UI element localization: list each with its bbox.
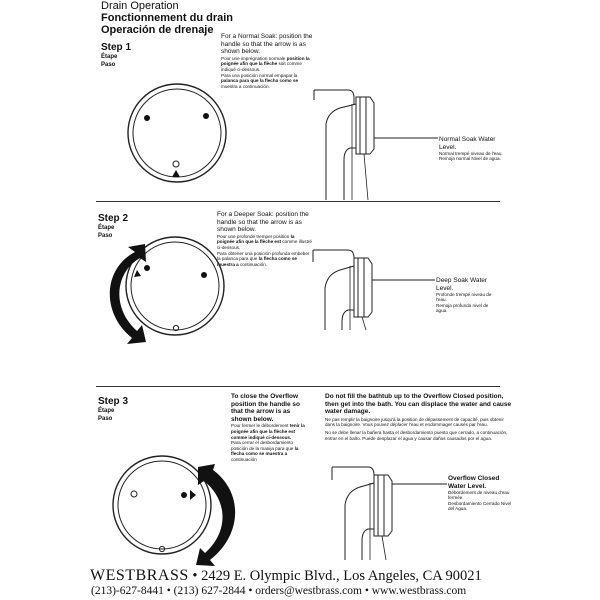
step-2-label xyxy=(98,213,128,240)
step-1-screw-right xyxy=(203,113,209,119)
step-1-label-es: Paso xyxy=(101,62,116,68)
divider-2 xyxy=(96,386,500,387)
step-1-level-es: Remoja normal Nivel de agua. xyxy=(439,156,501,162)
step-3-screw-right xyxy=(181,492,187,498)
step-1-drain-cover xyxy=(128,84,226,182)
arrow-up-icon xyxy=(172,170,180,177)
footer-contact: (213)-627-8441 • (213) 627-2844 • orders@westbrass.com • www.westbrass.com xyxy=(91,585,467,597)
step-1-label-fr: Étape xyxy=(101,54,118,60)
step-2-title: Step 2 xyxy=(98,213,129,224)
title-fr: Fonctionnement du drain xyxy=(101,12,233,24)
step-1-level-en: Normal Soak Water Level. xyxy=(439,136,496,151)
step-1-instruction-fr: Pour une imprégnation normale position la poignée afin que la flèche soit comme indiqué ci-dessous. xyxy=(221,55,310,72)
step-3-instruction-fr: Pour fermer le débordement tenir la poignée afin que la flèche est comme indiqué ci-dessous. xyxy=(231,423,305,440)
step-3-screw-left xyxy=(131,491,137,497)
brand-logo-text: WESTBRASS xyxy=(90,567,189,584)
divider-1 xyxy=(96,201,500,202)
step-3-title: Step 3 xyxy=(98,396,129,407)
warning-note xyxy=(325,393,515,441)
step-3-water-level xyxy=(448,475,513,512)
footer-address-text: • 2429 E. Olympic Blvd., Los Angeles, CA 90021 xyxy=(192,568,482,584)
step-1-pointer-dot xyxy=(173,161,179,167)
step-1-level-fr: Normal trempé niveau de l'eau. xyxy=(439,151,503,156)
step-2-drain-cover xyxy=(110,237,224,344)
step-2-screw-right xyxy=(201,272,207,278)
step-2-arrow-icon xyxy=(134,270,141,277)
step-1-instruction-en: For a Normal Soak: position the handle so that the arrow is as shown below. xyxy=(221,33,313,56)
title-es: Operación de drenaje xyxy=(101,24,214,36)
step-2-screw-left xyxy=(144,265,150,271)
step-3-arrow-icon xyxy=(190,490,196,500)
step-3-level-es: Desbordamiento Cerrado Nivel del Agua. xyxy=(448,500,512,512)
step-1-screw-left xyxy=(144,115,150,121)
step-3-overflow-pipe xyxy=(332,467,447,560)
step-3-instruction-en: To close the Overflow position the handle so that the arrow is as shown below. xyxy=(231,393,300,423)
step-2-instructions xyxy=(217,211,313,267)
warning-fr: Ne pas remplir la baignoire jusqu'à la position de dépassement de capacité, puis obtenir dans la baignoire. Vous pouvez déplacer l'eau et endommager causés par l'eau. xyxy=(325,416,504,428)
step-1-instruction-es: Para una posición normal empapar la palanca para que la flecha como se muestra a continuación. xyxy=(221,72,299,89)
step-2-level-es: Remoja profunda nivel de agua. xyxy=(436,302,489,314)
step-2-overflow-pipe xyxy=(313,250,435,330)
warning-en: Do not fill the bathtub up to the Overflow Closed position, then get into the bath. You can displace the water and cause water damage. xyxy=(325,393,512,416)
step-2-label-es: Paso xyxy=(98,233,113,239)
step-3-level-fr: Débordement de niveau d'eau fermée. xyxy=(448,490,510,501)
warning-es: No se debe llenar la bañera hasta el desbordamiento puesto que cerrado, a continuación, entrar en el baño. Puede desplazar el agua y causar daños causados por el agua. xyxy=(325,429,508,441)
step-2-label-fr: Étape xyxy=(98,225,115,231)
step-2-level-fr: Profonde trempé niveau de l'eau. xyxy=(436,292,492,303)
step-2-level-en: Deep Soak Water Level. xyxy=(436,277,488,292)
title-en: Drain Operation xyxy=(101,0,179,12)
step-2-water-level xyxy=(436,277,501,314)
step-3-instructions xyxy=(231,393,309,463)
step-3-label-fr: Étape xyxy=(98,408,115,414)
rotate-arrow-icon xyxy=(196,464,235,566)
step-2-instruction-en: For a Deeper Soak: position the handle so that the arrow is as shown below. xyxy=(217,211,309,234)
step-3-label xyxy=(98,396,128,423)
step-3-level-en: Overflow Closed Water Level. xyxy=(448,475,500,490)
step-2-instruction-fr: Pour une profonde tremper position la poignée afin que la flèche est comme illustré ci-dessous. xyxy=(217,233,312,250)
footer-address xyxy=(90,567,482,585)
step-1-water-level xyxy=(439,136,504,162)
step-1-title: Step 1 xyxy=(101,42,132,53)
step-3-drain-cover xyxy=(113,456,235,566)
step-3-label-es: Paso xyxy=(98,416,113,422)
step-1-overflow-pipe xyxy=(314,90,438,200)
step-2-instruction-es: Para obtener una posición profunda embeber la palanca para que la flecha como se muestra a continuación. xyxy=(217,250,310,267)
step-3-instruction-es: Para cerrar el desbordamiento posición de la manija para que la flecha como se muestra a continuación xyxy=(231,440,299,462)
